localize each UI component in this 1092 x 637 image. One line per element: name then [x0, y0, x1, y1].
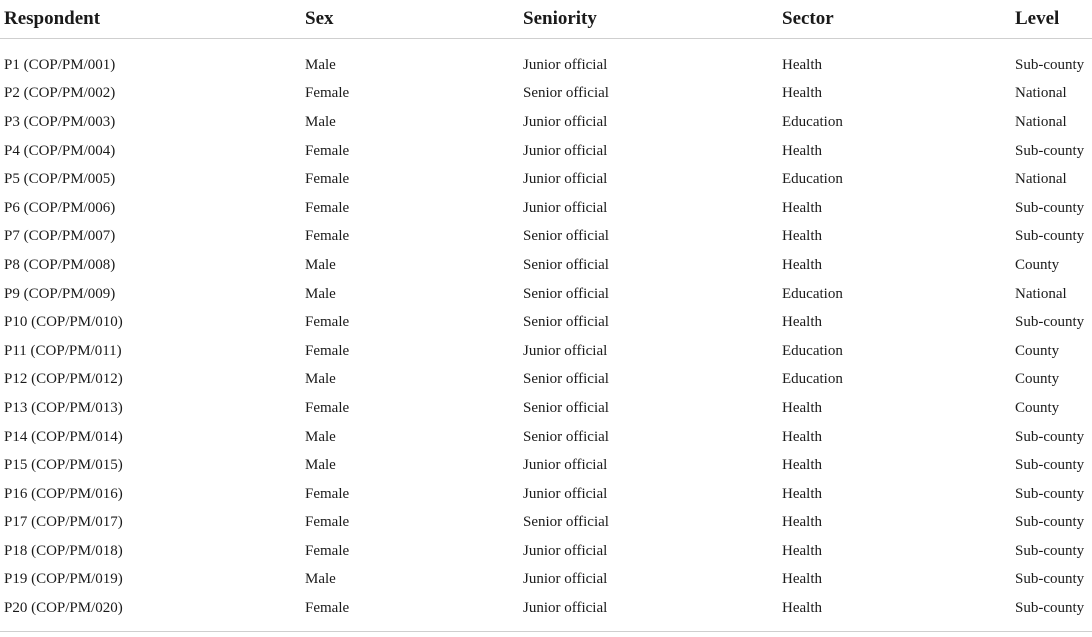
- table-row: [0, 308, 1092, 337]
- sex-cell: Female: [301, 594, 519, 631]
- sex-cell: Female: [305, 399, 350, 416]
- level-cell: Sub-county: [1015, 485, 1085, 502]
- sex-cell: Female: [305, 228, 350, 245]
- sex-cell: Female: [305, 485, 350, 502]
- seniority-cell: Junior official: [523, 342, 608, 359]
- respondent-cell: P7 (COP/PM/007): [4, 228, 116, 245]
- sector-cell: Health: [778, 594, 1015, 631]
- sex-cell: Male: [305, 113, 336, 130]
- seniority-cell: Junior official: [523, 571, 608, 588]
- respondent-cell: P4 (COP/PM/004): [4, 142, 116, 159]
- table-row: [0, 80, 1092, 109]
- sex-cell: Male: [305, 571, 336, 588]
- respondent-cell: P9 (COP/PM/009): [4, 285, 116, 302]
- sector-cell: Health: [782, 85, 822, 102]
- table-row: [0, 566, 1092, 595]
- sector-cell: Education: [782, 371, 843, 388]
- respondent-cell: P11 (COP/PM/011): [4, 342, 122, 359]
- level-cell: Sub-county: [1015, 428, 1085, 445]
- seniority-cell: Junior official: [523, 113, 608, 130]
- sector-cell: Education: [782, 285, 843, 302]
- level-cell: County: [1015, 256, 1060, 273]
- table-row: [0, 223, 1092, 252]
- sex-cell: Female: [305, 542, 350, 559]
- sex-cell: Female: [305, 142, 350, 159]
- table-row: [0, 423, 1092, 452]
- seniority-cell: Junior official: [523, 142, 608, 159]
- level-cell: National: [1015, 285, 1067, 302]
- table-header: [0, 0, 1092, 39]
- respondent-cell: P20 (COP/PM/020): [0, 594, 301, 631]
- header-level: Level: [1015, 0, 1092, 39]
- sector-cell: Health: [782, 314, 822, 331]
- respondent-cell: P17 (COP/PM/017): [4, 514, 123, 531]
- table-row: [0, 509, 1092, 538]
- sector-cell: Education: [782, 113, 843, 130]
- sector-cell: Health: [782, 542, 822, 559]
- sex-cell: Female: [305, 85, 350, 102]
- sex-cell: Female: [305, 199, 350, 216]
- sex-cell: Male: [305, 256, 336, 273]
- table-row: [0, 394, 1092, 423]
- sector-cell: Health: [782, 485, 822, 502]
- sector-cell: Health: [782, 428, 822, 445]
- seniority-cell: Senior official: [523, 514, 609, 531]
- respondent-cell: P10 (COP/PM/010): [4, 314, 123, 331]
- seniority-cell: Senior official: [523, 314, 609, 331]
- table-row: [0, 251, 1092, 280]
- respondent-cell: P13 (COP/PM/013): [4, 399, 123, 416]
- seniority-cell: Junior official: [523, 199, 608, 216]
- seniority-cell: Junior official: [523, 542, 608, 559]
- respondent-cell: P15 (COP/PM/015): [4, 457, 123, 474]
- level-cell: Sub-county: [1015, 542, 1085, 559]
- sector-cell: Education: [782, 342, 843, 359]
- table-row: [0, 194, 1092, 223]
- sector-cell: Health: [782, 142, 822, 159]
- sex-cell: Male: [305, 285, 336, 302]
- level-cell: Sub-county: [1015, 199, 1085, 216]
- table-row: [0, 594, 1092, 631]
- table-row: [0, 165, 1092, 194]
- level-cell: County: [1015, 371, 1060, 388]
- level-cell: National: [1015, 171, 1067, 188]
- seniority-cell: Senior official: [523, 228, 609, 245]
- table-row: [0, 137, 1092, 166]
- table-row: [0, 280, 1092, 309]
- level-cell: Sub-county: [1015, 514, 1085, 531]
- sector-cell: Health: [782, 457, 822, 474]
- sector-cell: Health: [782, 514, 822, 531]
- level-cell: National: [1015, 113, 1067, 130]
- sex-cell: Female: [305, 514, 350, 531]
- sex-cell: Male: [305, 56, 336, 73]
- header-sector: Sector: [778, 0, 1015, 39]
- sector-cell: Health: [782, 571, 822, 588]
- level-cell: Sub-county: [1015, 142, 1085, 159]
- table-row: [0, 451, 1092, 480]
- level-cell: Sub-county: [1015, 594, 1092, 631]
- sector-cell: Education: [782, 171, 843, 188]
- sex-cell: Female: [305, 342, 350, 359]
- sector-cell: Health: [782, 56, 822, 73]
- seniority-cell: Junior official: [519, 594, 778, 631]
- seniority-cell: Senior official: [523, 371, 609, 388]
- seniority-cell: Senior official: [523, 256, 609, 273]
- seniority-cell: Junior official: [523, 171, 608, 188]
- sex-cell: Male: [305, 457, 336, 474]
- level-cell: National: [1015, 85, 1067, 102]
- level-cell: Sub-county: [1015, 314, 1085, 331]
- respondent-cell: P3 (COP/PM/003): [4, 113, 116, 130]
- respondent-cell: P12 (COP/PM/012): [4, 371, 123, 388]
- sector-cell: Health: [782, 399, 822, 416]
- seniority-cell: Junior official: [523, 457, 608, 474]
- header-respondent: Respondent: [0, 0, 301, 39]
- table-row: [0, 108, 1092, 137]
- respondent-cell: P18 (COP/PM/018): [4, 542, 123, 559]
- sector-cell: Health: [782, 228, 822, 245]
- level-cell: Sub-county: [1015, 228, 1085, 245]
- level-cell: Sub-county: [1015, 457, 1085, 474]
- sex-cell: Female: [305, 171, 350, 188]
- table-row: [0, 537, 1092, 566]
- table-row: [0, 39, 1092, 80]
- seniority-cell: Senior official: [523, 428, 609, 445]
- respondent-cell: P6 (COP/PM/006): [4, 199, 116, 216]
- level-cell: Sub-county: [1015, 56, 1085, 73]
- table-row: [0, 366, 1092, 395]
- header-seniority: Seniority: [519, 0, 778, 39]
- seniority-cell: Junior official: [523, 485, 608, 502]
- respondent-cell: P5 (COP/PM/005): [4, 171, 116, 188]
- level-cell: County: [1015, 399, 1060, 416]
- table-body: [0, 39, 1092, 632]
- seniority-cell: Senior official: [523, 285, 609, 302]
- respondent-cell: P16 (COP/PM/016): [4, 485, 123, 502]
- respondent-cell: P2 (COP/PM/002): [4, 85, 116, 102]
- sex-cell: Female: [305, 314, 350, 331]
- header-sex: Sex: [301, 0, 519, 39]
- table-row: [0, 337, 1092, 366]
- sex-cell: Male: [305, 371, 336, 388]
- sector-cell: Health: [782, 199, 822, 216]
- seniority-cell: Senior official: [523, 399, 609, 416]
- header-row: [0, 0, 1092, 39]
- sex-cell: Male: [305, 428, 336, 445]
- respondent-cell: P14 (COP/PM/014): [4, 428, 123, 445]
- level-cell: County: [1015, 342, 1060, 359]
- level-cell: Sub-county: [1015, 571, 1085, 588]
- respondent-cell: P1 (COP/PM/001): [4, 56, 116, 73]
- seniority-cell: Junior official: [523, 56, 608, 73]
- respondent-cell: P8 (COP/PM/008): [4, 256, 116, 273]
- respondent-cell: P19 (COP/PM/019): [4, 571, 123, 588]
- table-row: [0, 480, 1092, 509]
- seniority-cell: Senior official: [523, 85, 609, 102]
- sector-cell: Health: [782, 256, 822, 273]
